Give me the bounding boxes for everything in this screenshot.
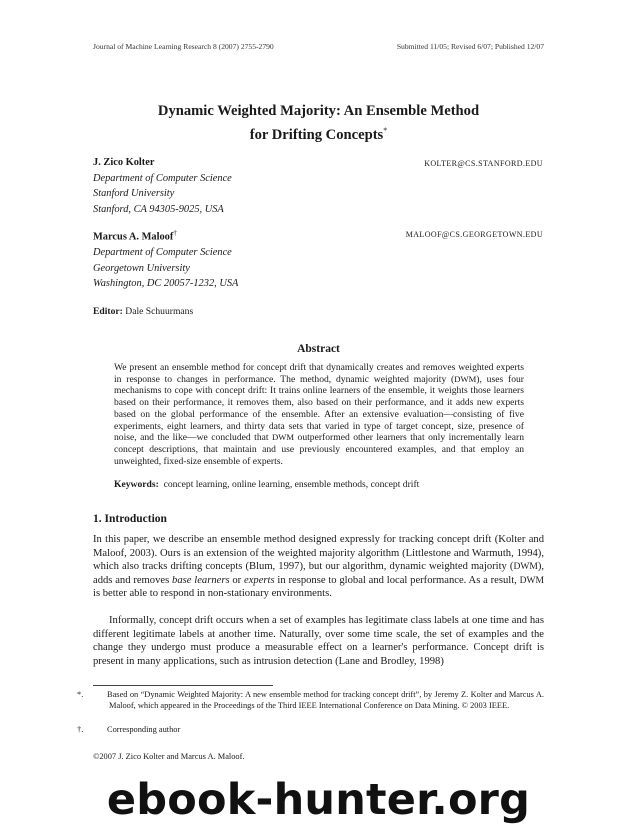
abstract-body: [114, 362, 524, 467]
author-email[interactable]: MALOOF@CS.GEORGETOWN.EDU: [405, 230, 543, 239]
submission-dates: Submitted 11/05; Revised 6/07; Published 12/07: [396, 42, 544, 51]
journal-header: Journal of Machine Learning Research 8 (2007) 2755-2790: [93, 42, 274, 51]
footnote-mark: *.: [77, 690, 84, 699]
title-line-1: Dynamic Weighted Majority: An Ensemble Method: [157, 103, 480, 119]
author-block-1: [93, 155, 232, 217]
author-name-line: [93, 226, 238, 245]
abstract-heading: Abstract: [297, 343, 340, 355]
keywords-text: concept learning, online learning, ensemble methods, concept drift: [163, 479, 420, 490]
author-affiliation-address: Washington, DC 20057-1232, USA: [93, 278, 239, 290]
section-heading: [93, 513, 167, 525]
copyright-notice: ©2007 J. Zico Kolter and Marcus A. Maloof.: [93, 752, 245, 761]
keywords-line: [114, 479, 524, 490]
watermark: ebook-hunter.org: [106, 775, 531, 825]
title-footnote-mark: *: [383, 126, 388, 135]
author-name: J. Zico Kolter: [93, 157, 155, 168]
acronym-dwm: DWM: [513, 561, 538, 572]
editor-line: [93, 306, 193, 317]
footnote-dagger: [77, 724, 544, 735]
author-name: Marcus A. Maloof: [93, 231, 174, 243]
paragraph-text: in response to global and local performance. As a result,: [274, 574, 520, 586]
author-affiliation-univ: Stanford University: [93, 188, 175, 200]
intro-paragraph-2: Informally, concept drift occurs when a set of examples has legitimate class labels at one time and has different legitimate labels at another time. Naturally, over some time scale, the set of examples and the change they undergo must produce a measurable effect on a learner's performance. Concept drift is present in many applications, such as intrusion detection (Lane and Brodley, 1998): [93, 615, 544, 667]
paper-title: [0, 101, 637, 145]
author-block-2: [93, 226, 238, 292]
author-affiliation-univ: Georgetown University: [93, 262, 190, 274]
footnote-text: Corresponding author: [107, 725, 181, 734]
paragraph-text: In this paper, we describe an ensemble method designed expressly for tracking concept drift (Kolter and Maloof, 2003). Ours is an extension of the weighted majority algorithm (Littlestone and Warmuth, 1994), which also tracks drifting concepts (Blum, 1997), but our algorithm, dynamic weighted majority (: [93, 534, 544, 572]
intro-paragraph-1: [93, 533, 544, 601]
acronym-dwm: DWM: [272, 432, 295, 443]
abstract-text: We present an ensemble method for concept drift that dynamically creates and removes weighted experts in response to changes in performance. The method, dynamic weighted majority (: [114, 362, 524, 385]
footnote-text: Based on “Dynamic Weighted Majority: A new ensemble method for tracking concept drift”, by Jeremy Z. Kolter and Marcus A. Maloof, which appeared in the Proceedings of the Third IEEE International Conference on Data Mining. © 2003 IEEE.: [107, 690, 544, 711]
footnote-star: [77, 689, 544, 712]
abstract-text: ), uses four mechanisms to cope with concept drift: It trains online learners of the ensemble, it weights those learners based on their performance, it removes them, also based on their performance, and it adds new experts based on the global performance of the ensemble. After an extensive evaluation—consisting of five experiments, eight learners, and thirty data sets that varied in type of target concept, size, presence of noise, and the like—we concluded that: [114, 373, 524, 444]
acronym-dwm: DWM: [519, 574, 544, 586]
editor-label: Editor:: [93, 306, 123, 317]
footnote-mark: †.: [77, 725, 84, 734]
keywords-label: Keywords:: [114, 479, 159, 490]
paragraph-text: or: [229, 574, 245, 586]
acronym-dwm: DWM: [454, 373, 477, 384]
author-email[interactable]: KOLTER@CS.STANFORD.EDU: [424, 159, 543, 168]
paragraph-text: ), adds and removes: [93, 561, 544, 586]
author-footnote-mark: †: [173, 229, 177, 237]
abstract-text: outperformed other learners that only incrementally learn concept descriptions, that maintain and use previously encountered examples, and that employ an unweighted, fixed-size ensemble of experts.: [114, 432, 524, 467]
author-affiliation-address: Stanford, CA 94305-9025, USA: [93, 203, 224, 215]
paragraph-text: is better able to respond in non-stationary environments.: [93, 588, 332, 599]
section-number: 1.: [93, 513, 102, 525]
section-title: Introduction: [104, 513, 167, 525]
author-affiliation-dept: Department of Computer Science: [93, 247, 232, 259]
author-affiliation-dept: Department of Computer Science: [93, 172, 232, 184]
title-line-2: for Drifting Concepts: [249, 126, 384, 143]
footnote-rule: [93, 685, 273, 686]
emphasis: experts: [244, 574, 275, 586]
emphasis: base learners: [172, 574, 230, 586]
editor-name: Dale Schuurmans: [125, 306, 194, 317]
